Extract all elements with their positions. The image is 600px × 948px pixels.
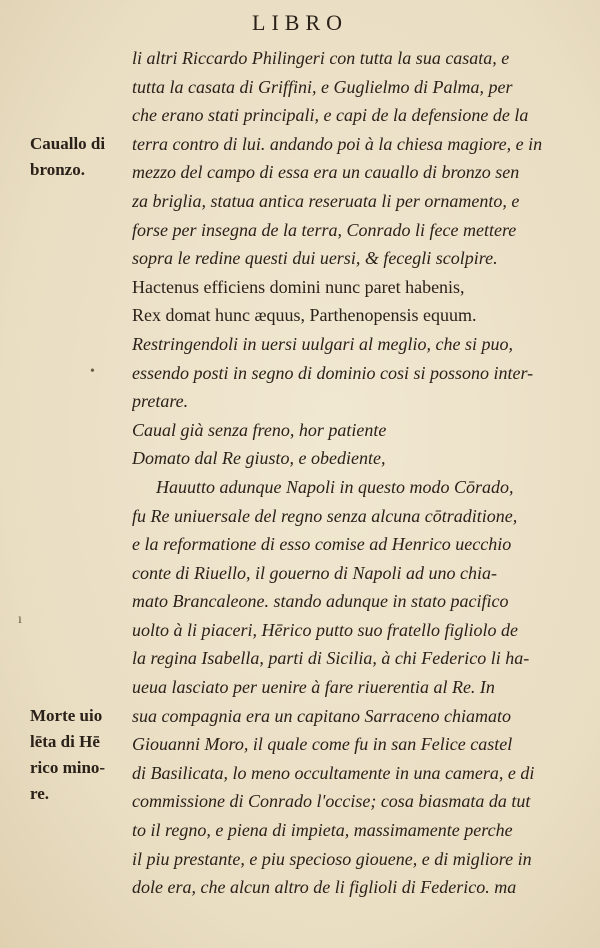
text-line: za briglia, statua antica reseruata li per ornamento, e — [132, 190, 520, 211]
text-line: tutta la casata di Griffini, e Guglielmo di Palma, per — [132, 76, 513, 97]
text-line: Restringendoli in uersi uulgari al meglio, che si puo, — [132, 333, 513, 354]
margin-note-line: Cauallo di — [30, 134, 106, 153]
ink-mark: • — [90, 364, 95, 379]
text-line: ueua lasciato per uenire à fare riuerentia al Re. In — [132, 677, 495, 698]
text-line: che erano stati principali, e capi de la defensione de la — [132, 105, 529, 126]
text-line: fu Re uniuersale del regno senza alcuna cōtraditione, — [132, 505, 518, 526]
text-line: di Basilicata, lo meno occultamente in una camera, e di — [132, 762, 535, 783]
latin-verse-line: Rex domat hunc æquus, Parthenopensis equum. — [132, 305, 477, 326]
page-header: LIBRO — [252, 10, 348, 35]
text-line: pretare. — [132, 391, 189, 412]
text-line: mezzo del campo di essa era un cauallo di bronzo sen — [132, 162, 520, 183]
text-line: sua compagnia era un capitano Sarraceno chiamato — [132, 705, 511, 726]
ink-mark: ı — [18, 612, 22, 627]
text-line: la regina Isabella, parti di Sicilia, à chi Federico li ha- — [132, 648, 530, 669]
text-line: Hauutto adunque Napoli in questo modo Cōrado, — [156, 476, 514, 497]
verse-line: Caual già senza freno, hor patiente — [132, 419, 387, 440]
text-line: dole era, che alcun altro de li figlioli di Federico. ma — [132, 877, 517, 898]
text-line: essendo posti in segno di dominio cosi si possono inter- — [132, 362, 534, 383]
text-line: Giouanni Moro, il quale come fu in san Felice castel — [132, 734, 513, 755]
text-line: conte di Riuello, il gouerno di Napoli ad uno chia- — [132, 562, 497, 583]
text-line: forse per insegna de la terra, Conrado li fece mettere — [132, 219, 517, 240]
text-line: uolto à li piaceri, Hērico putto suo fratello figliolo de — [132, 619, 518, 640]
margin-note-line: Morte uio — [30, 706, 103, 725]
text-line: e la reformatione di esso comise ad Henrico uecchio — [132, 534, 512, 555]
text-line: il piu prestante, e piu specioso giouene, e di migliore in — [132, 848, 532, 869]
margin-note-line: re. — [30, 784, 50, 803]
text-line: commissione di Conrado l'occise; cosa biasmata da tut — [132, 791, 531, 812]
text-line: li altri Riccardo Philingeri con tutta la sua casata, e — [132, 48, 510, 68]
text-line: to il regno, e piena di impieta, massimamente perche — [132, 820, 513, 841]
margin-note-bronze-horse — [30, 131, 130, 183]
margin-note-line: rico mino- — [30, 758, 106, 777]
margin-note-death-henrico — [30, 703, 130, 807]
verse-line: Domato dal Re giusto, e obediente, — [132, 448, 386, 469]
text-line: terra contro di lui. andando poi à la chiesa magiore, e in — [132, 133, 543, 154]
text-line: sopra le redine questi dui uersi, & fecegli scolpire. — [132, 248, 498, 269]
margin-note-line: lēta di Hē — [30, 732, 100, 751]
margin-note-line: bronzo. — [30, 160, 85, 179]
text-line: mato Brancaleone. stando adunque in stato pacifico — [132, 591, 509, 612]
latin-verse-line: Hactenus efficiens domini nunc paret habenis, — [132, 276, 465, 297]
body-text — [132, 44, 572, 902]
